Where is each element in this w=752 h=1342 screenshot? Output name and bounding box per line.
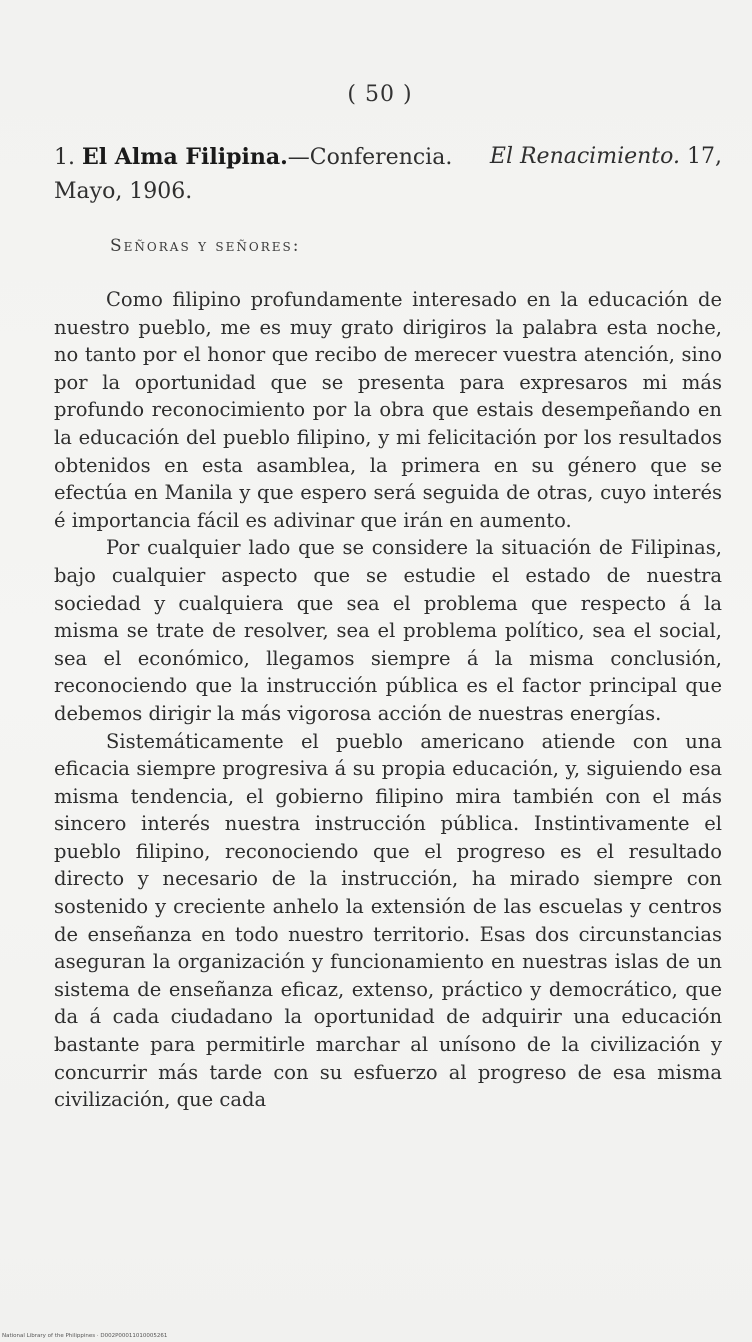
entry-header xyxy=(54,140,722,209)
archive-footer: National Library of the Philippines · D002P00011010005261 xyxy=(2,1333,168,1339)
page-number: ( 50 ) xyxy=(347,82,413,107)
paragraph: Como filipino profundamente interesado en la educación de nuestro pueblo, me es muy grato dirigiros la palabra esta noche, no tanto por el honor que recibo de merecer vuestra atención, sino por la oportunidad que se presenta para expresaros mi más profundo reconocimiento por la obra que estais desempeñando en la educación del pueblo filipino, y mi felicitación por los resultados obtenidos en esta asamblea, la primera en su género que se efectúa en Manila y que espero será seguida de otras, cuyo interés é importancia fácil es adivinar que irán en aumento. xyxy=(54,288,722,532)
body-text xyxy=(54,286,722,1114)
salutation: Señoras y señores: xyxy=(110,236,301,256)
entry-title: El Alma Filipina. xyxy=(82,144,288,170)
entry-journal: El Renacimiento. xyxy=(489,144,680,169)
entry-date: Mayo, 1906. xyxy=(54,179,193,204)
entry-number: 1. xyxy=(54,145,75,170)
entry-header-line xyxy=(54,140,722,175)
entry-type: —Conferencia. xyxy=(287,145,453,170)
paragraph: Sistemáticamente el pueblo americano atiende con una eficacia siempre progresiva á su propia educación, y, siguiendo esa misma tendencia, el gobierno filipino mira también con el más sincero interés nuestra instrucción pública. Instintivamente el pueblo filipino, reconociendo que el progreso es el resultado directo y necesario de la instrucción, ha mirado siempre con sostenido y creciente anhelo la extensión de las escuelas y centros de enseñanza en todo nuestro territorio. Esas dos circunstancias aseguran la organización y funcionamiento en nuestras islas de un sistema de enseñanza eficaz, extenso, práctico y democrático, que da á cada ciudadano la oportunidad de adquirir una educación bastante para permitirle marchar al unísono de la civilización y concurrir más tarde con su esfuerzo al progreso de esa misma civilización, que cada xyxy=(54,729,722,1112)
entry-day: 17, xyxy=(687,144,722,169)
paragraph: Por cualquier lado que se considere la situación de Filipinas, bajo cualquier aspecto que se estudie el estado de nuestra sociedad y cualquiera que sea el problema que respecto á la misma se trate de resolver, sea el problema político, sea el social, sea el económico, llegamos siempre á la misma conclusión, reconociendo que la instrucción pública es el factor principal que debemos dirigir la más vigorosa acción de nuestras energías. xyxy=(54,536,722,725)
